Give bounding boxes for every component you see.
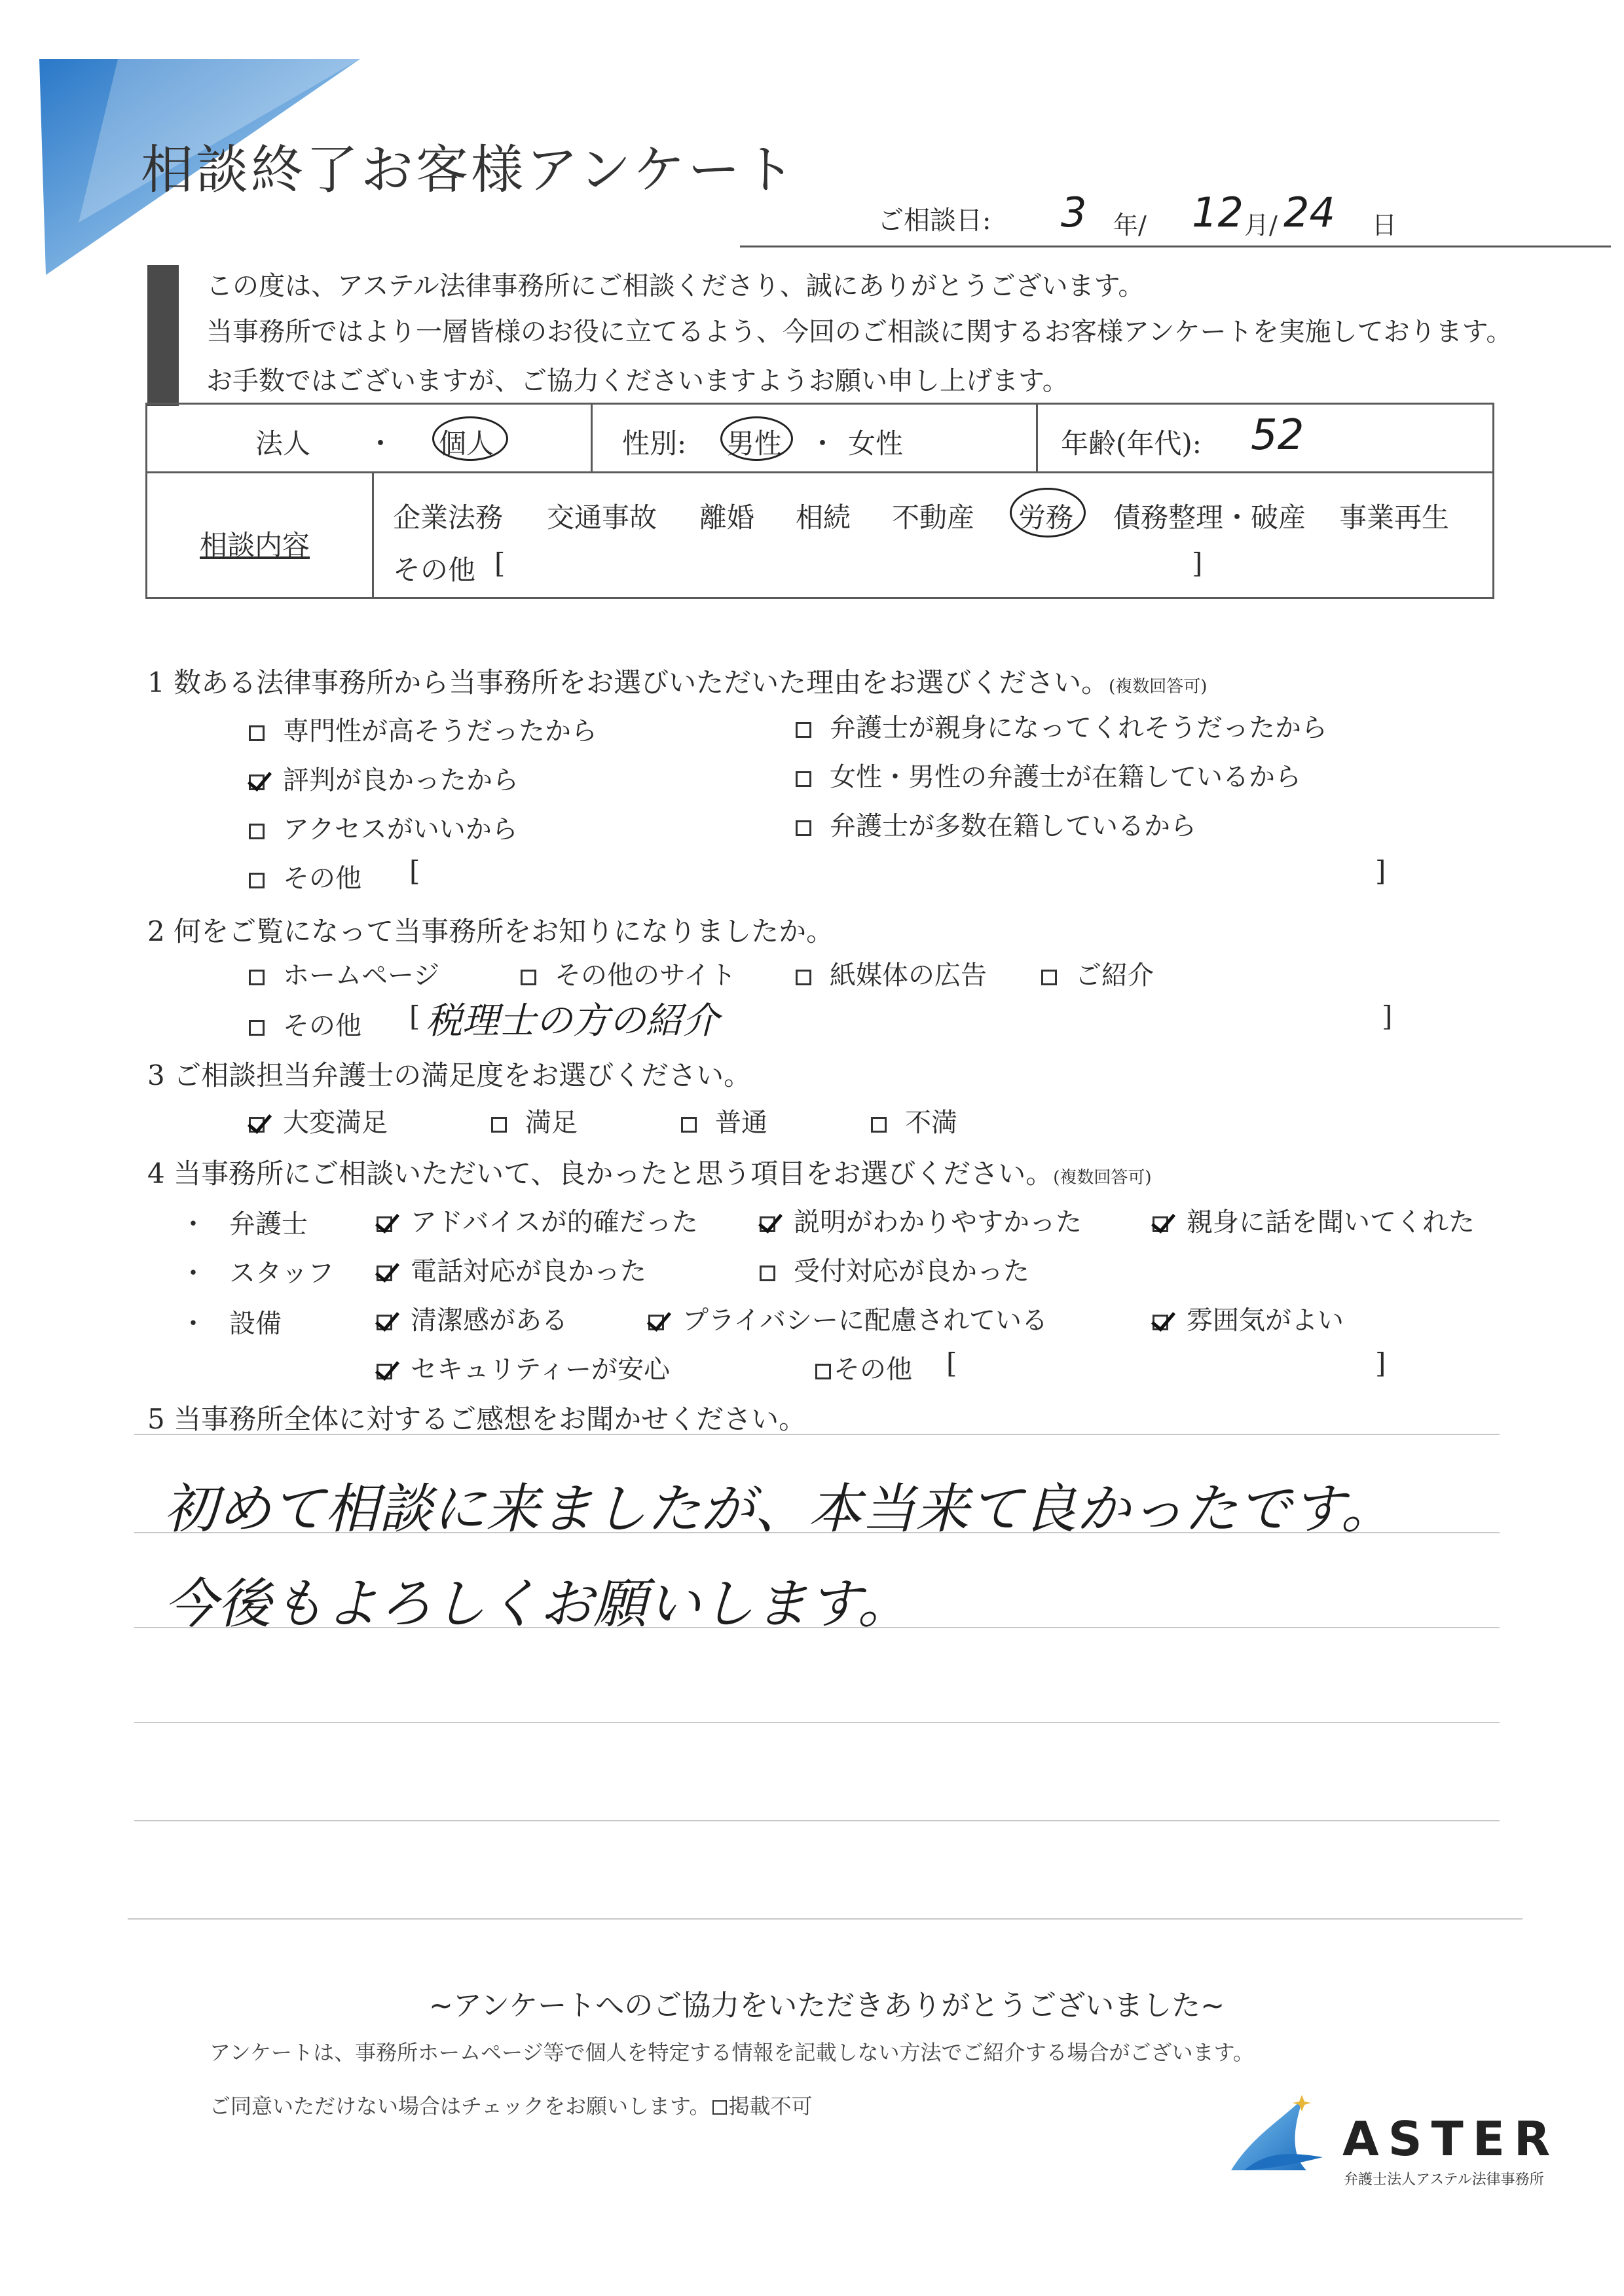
- checkbox[interactable]: [796, 722, 811, 738]
- q3-opt-futsu[interactable]: 普通: [681, 1102, 767, 1139]
- checkbox[interactable]: [1041, 970, 1057, 985]
- roumu-circle-mark: [1010, 488, 1086, 538]
- checkbox[interactable]: [249, 873, 265, 888]
- q4-opt-seiketsu[interactable]: 清潔感がある: [377, 1300, 568, 1337]
- q4-opt-denwa[interactable]: 電話対応が良かった: [377, 1250, 646, 1288]
- q5-answer-line-1[interactable]: 初めて相談に来ましたが、本当来て良かったです。: [164, 1478, 1395, 1540]
- houjin-label: 法人: [255, 428, 311, 460]
- category-saimu[interactable]: 債務整理・破産: [1113, 501, 1306, 534]
- q2-opt-site[interactable]: その他のサイト: [521, 955, 736, 992]
- q2-opt-shokai[interactable]: ご紹介: [1041, 955, 1154, 992]
- checkbox[interactable]: [249, 824, 265, 839]
- q3-opt-manzoku[interactable]: 満足: [491, 1102, 578, 1139]
- q4-opt-setsumei[interactable]: 説明がわかりやすかった: [760, 1201, 1082, 1239]
- intro-line-1: この度は、アステル法律事務所にご相談くださり、誠にありがとうございます。: [206, 271, 1145, 301]
- checkbox[interactable]: [796, 820, 811, 836]
- male-circle-mark: [720, 416, 793, 461]
- info-col-divider-1: [591, 403, 593, 471]
- checkbox-checked[interactable]: [249, 1117, 265, 1133]
- q4-row-bengoshi-label: 弁護士: [229, 1209, 308, 1239]
- checkbox[interactable]: [760, 1266, 775, 1281]
- checkbox-checked[interactable]: [377, 1364, 392, 1379]
- q4-bracket-open: [: [946, 1347, 957, 1379]
- q2-bracket-open: [: [409, 1000, 420, 1032]
- kojin-label[interactable]: 個人: [439, 428, 494, 460]
- houjin-dot: ・: [367, 428, 395, 460]
- date-label: ご相談日:: [877, 206, 991, 236]
- q1-opt-other[interactable]: その他: [249, 858, 361, 895]
- consult-label: 相談内容: [200, 529, 310, 561]
- q4-opt-funiki[interactable]: 雰囲気がよい: [1153, 1300, 1344, 1337]
- publish-refuse-checkbox[interactable]: [712, 2100, 727, 2115]
- checkbox-checked[interactable]: [1153, 1216, 1168, 1232]
- checkbox-checked[interactable]: [249, 774, 265, 790]
- q1-opt-hyoban[interactable]: 評判が良かったから: [249, 759, 519, 797]
- aster-logo-text: ASTER: [1342, 2111, 1560, 2166]
- q4-note: (複数回答可): [1053, 1168, 1152, 1188]
- q2-label: 2 何をご覧になって当事務所をお知りになりましたか。: [147, 915, 834, 947]
- answer-line: [134, 1434, 1500, 1435]
- checkbox[interactable]: [521, 970, 536, 985]
- q2-opt-paper[interactable]: 紙媒体の広告: [796, 955, 987, 992]
- answer-line: [134, 1820, 1500, 1821]
- category-roumu[interactable]: 労務: [1018, 501, 1074, 534]
- category-other[interactable]: その他: [393, 554, 476, 586]
- category-kigyo[interactable]: 企業法務: [393, 501, 504, 534]
- checkbox[interactable]: [796, 771, 811, 787]
- q4-opt-privacy[interactable]: プライバシーに配慮されている: [648, 1300, 1048, 1337]
- q3-label: 3 ご相談担当弁護士の満足度をお選びください。: [147, 1059, 752, 1091]
- category-rikon[interactable]: 離婚: [699, 501, 755, 534]
- q1-opt-access[interactable]: アクセスがいいから: [249, 809, 518, 846]
- q4-opt-security[interactable]: セキュリティーが安心: [377, 1349, 670, 1386]
- q1-label: 1 数ある法律事務所から当事務所をお選びいただいた理由をお選びください。(複数回答可): [147, 666, 1208, 699]
- date-month-unit: 月/: [1244, 211, 1278, 240]
- q4-row-setsubi-label: 設備: [229, 1309, 282, 1339]
- checkbox-checked[interactable]: [377, 1266, 392, 1281]
- date-year-unit: 年/: [1113, 211, 1147, 240]
- info-col-divider-3: [372, 471, 374, 599]
- publish-refuse-label: 掲載不可: [728, 2094, 813, 2119]
- checkbox-checked[interactable]: [377, 1315, 392, 1330]
- q5-answer-line-2[interactable]: 今後もよろしくお願いします。: [164, 1573, 912, 1635]
- date-day-unit: 日: [1372, 211, 1397, 240]
- age-label: 年齢(年代):: [1061, 428, 1202, 460]
- q4-bracket-close: ]: [1375, 1347, 1386, 1379]
- q4-row-staff-label: スタッフ: [229, 1258, 334, 1288]
- q3-opt-taihen[interactable]: 大変満足: [249, 1102, 388, 1139]
- intro-line-3: お手数ではございますが、ご協力くださいますようお願い申し上げます。: [206, 366, 1069, 396]
- checkbox[interactable]: [871, 1117, 887, 1133]
- kojin-circle-mark: [432, 416, 508, 461]
- date-field: [877, 200, 991, 237]
- checkbox[interactable]: [681, 1117, 697, 1133]
- q4-opt-advice[interactable]: アドバイスが的確だった: [377, 1201, 698, 1239]
- q1-opt-zaiseki[interactable]: 女性・男性の弁護士が在籍しているから: [796, 756, 1301, 793]
- q1-bracket-close: ]: [1375, 855, 1386, 887]
- aster-logo-subtitle: 弁護士法人アステル法律事務所: [1344, 2172, 1544, 2188]
- date-underline: [740, 246, 1611, 247]
- aster-logo-icon: [1225, 2092, 1329, 2183]
- checkbox[interactable]: [249, 1020, 265, 1036]
- checkbox[interactable]: [796, 970, 811, 985]
- info-col-divider-2: [1036, 403, 1038, 471]
- q1-opt-tasu[interactable]: 弁護士が多数在籍しているから: [796, 805, 1196, 843]
- gender-female[interactable]: 女性: [848, 428, 904, 460]
- checkbox[interactable]: [815, 1364, 831, 1379]
- gender-male[interactable]: 男性: [727, 428, 783, 460]
- checkbox[interactable]: [491, 1117, 507, 1133]
- age-value[interactable]: 52: [1251, 411, 1304, 460]
- q4-label: 4 当事務所にご相談いただいて、良かったと思う項目をお選びください。(複数回答可): [147, 1157, 1152, 1190]
- page-title: 相談終了お客様アンケート: [141, 139, 798, 200]
- intro-line-2: 当事務所ではより一層皆様のお役に立てるよう、今回のご相談に関するお客様アンケートを実施しております。: [206, 317, 1513, 347]
- date-year: 3: [1061, 189, 1087, 236]
- category-souzoku[interactable]: 相続: [796, 501, 851, 534]
- q1-note: (複数回答可): [1109, 677, 1208, 697]
- q4-opt-other[interactable]: その他: [815, 1349, 912, 1386]
- q3-opt-fuman[interactable]: 不満: [871, 1102, 957, 1139]
- footer-note-1: アンケートは、事務所ホームページ等で個人を特定する情報を記載しない方法でご紹介する場合がございます。: [210, 2040, 1254, 2065]
- checkbox-checked[interactable]: [377, 1216, 392, 1232]
- checkbox[interactable]: [249, 725, 265, 741]
- category-kotsu[interactable]: 交通事故: [547, 501, 657, 534]
- q4-opt-shinmi[interactable]: 親身に話を聞いてくれた: [1153, 1201, 1475, 1239]
- footer-note-2: ご同意いただけない場合はチェックをお願いします。 掲載不可: [210, 2094, 813, 2119]
- q4-opt-uketsuke[interactable]: 受付対応が良かった: [760, 1250, 1029, 1288]
- q2-bracket-close: ]: [1382, 1000, 1393, 1032]
- intro-bar: [147, 265, 179, 406]
- gender-dot: ・: [809, 428, 837, 460]
- q1-opt-shinmi[interactable]: 弁護士が親身になってくれそうだったから: [796, 707, 1327, 744]
- category-other-bracket-open: [: [494, 547, 506, 579]
- q5-label: 5 当事務所全体に対するご感想をお聞かせください。: [147, 1403, 807, 1435]
- checkbox-checked[interactable]: [1153, 1315, 1168, 1330]
- category-other-bracket-close: ]: [1192, 547, 1203, 579]
- answer-line: [134, 1722, 1500, 1723]
- q1-opt-senmon[interactable]: 専門性が高そうだったから: [249, 710, 597, 748]
- checkbox-checked[interactable]: [760, 1216, 775, 1232]
- date-month: 12: [1192, 189, 1244, 236]
- q4-bullet: ・: [180, 1258, 206, 1288]
- footer-thanks: ~アンケートへのご協力をいただきありがとうございました~: [429, 1989, 1225, 2022]
- date-day: 24: [1283, 189, 1335, 236]
- checkbox[interactable]: [249, 970, 265, 985]
- q2-other-answer[interactable]: 税理士の方の紹介: [426, 1000, 719, 1042]
- q4-bullet: ・: [180, 1209, 206, 1239]
- q4-bullet: ・: [180, 1309, 206, 1339]
- category-fudosan[interactable]: 不動産: [892, 501, 975, 534]
- gender-label: 性別:: [622, 428, 687, 460]
- q1-bracket-open: [: [409, 855, 420, 887]
- checkbox-checked[interactable]: [648, 1315, 664, 1330]
- answer-line: [128, 1918, 1522, 1920]
- info-row-divider: [145, 471, 1494, 473]
- q2-opt-other[interactable]: その他: [249, 1005, 361, 1042]
- q2-opt-homepage[interactable]: ホームページ: [249, 955, 439, 992]
- category-jigyo[interactable]: 事業再生: [1339, 501, 1450, 534]
